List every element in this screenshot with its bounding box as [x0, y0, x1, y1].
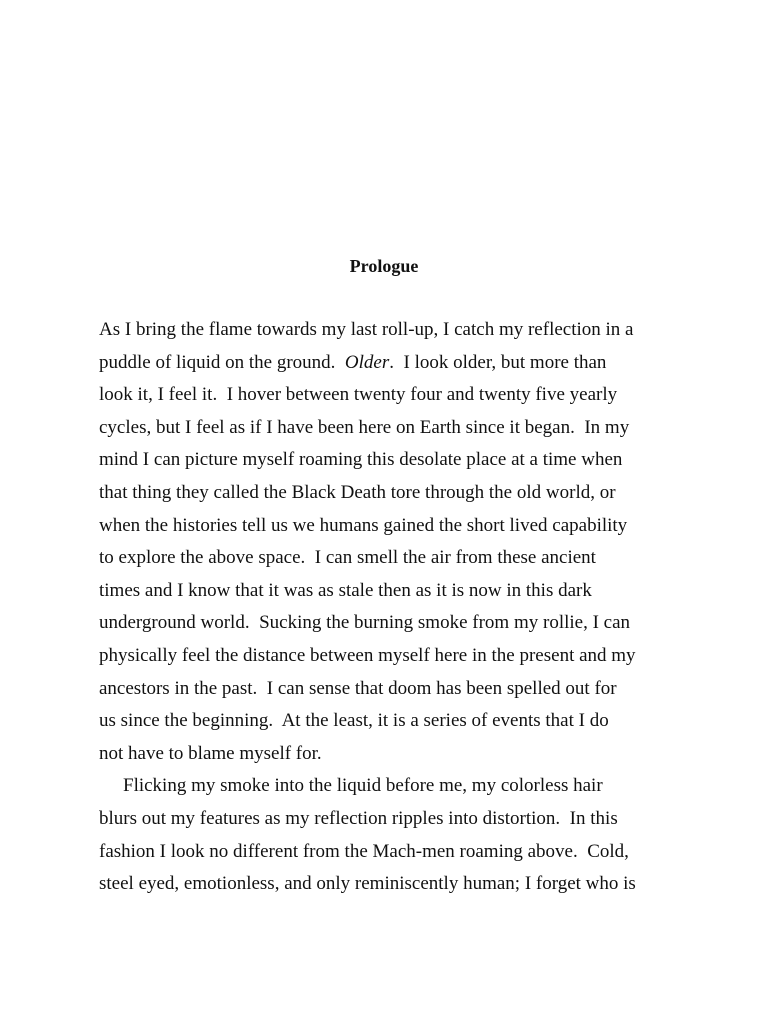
text-line: when the histories tell us we humans gained the short lived capability [99, 514, 628, 536]
text-line: fashion I look no different from the Mach-men roaming above. Cold, [99, 840, 629, 862]
text-line: to explore the above space. I can smell the air from these ancient [99, 547, 596, 569]
prologue-text [99, 314, 671, 901]
text-line: blurs out my features as my reflection ripples into distortion. In this [99, 807, 618, 829]
text-line: times and I know that it was as stale then as it is now in this dark [99, 579, 592, 601]
paragraph-1 [99, 314, 671, 770]
italic-word: Older [344, 351, 390, 373]
text-line: look it, I feel it. I hover between twenty four and twenty five yearly [99, 384, 618, 406]
text-line: physically feel the distance between myself here in the present and my [99, 644, 636, 666]
text-line [99, 347, 671, 380]
paragraph-2 [99, 770, 671, 900]
text-segment: . I look older, but more than [389, 351, 607, 373]
chapter-title: Prologue [349, 256, 419, 276]
text-line: mind I can picture myself roaming this desolate place at a time when [99, 449, 623, 471]
text-line: us since the beginning. At the least, it is a series of events that I do [99, 710, 609, 732]
text-line: As I bring the flame towards my last roll-up, I catch my reflection in a [99, 319, 634, 340]
text-segment: puddle of liquid on the ground. [99, 351, 345, 373]
text-line: steel eyed, emotionless, and only reminiscently human; I forget who is [99, 873, 636, 895]
text-line: that thing they called the Black Death tore through the old world, or [99, 481, 616, 503]
text-line: Flicking my smoke into the liquid before me, my colorless hair [123, 775, 603, 797]
text-line: not have to blame myself for. [99, 742, 322, 764]
text-line: cycles, but I feel as if I have been here on Earth since it began. In my [99, 416, 630, 438]
text-line: underground world. Sucking the burning smoke from my rollie, I can [99, 612, 631, 634]
text-line: ancestors in the past. I can sense that doom has been spelled out for [99, 677, 617, 699]
